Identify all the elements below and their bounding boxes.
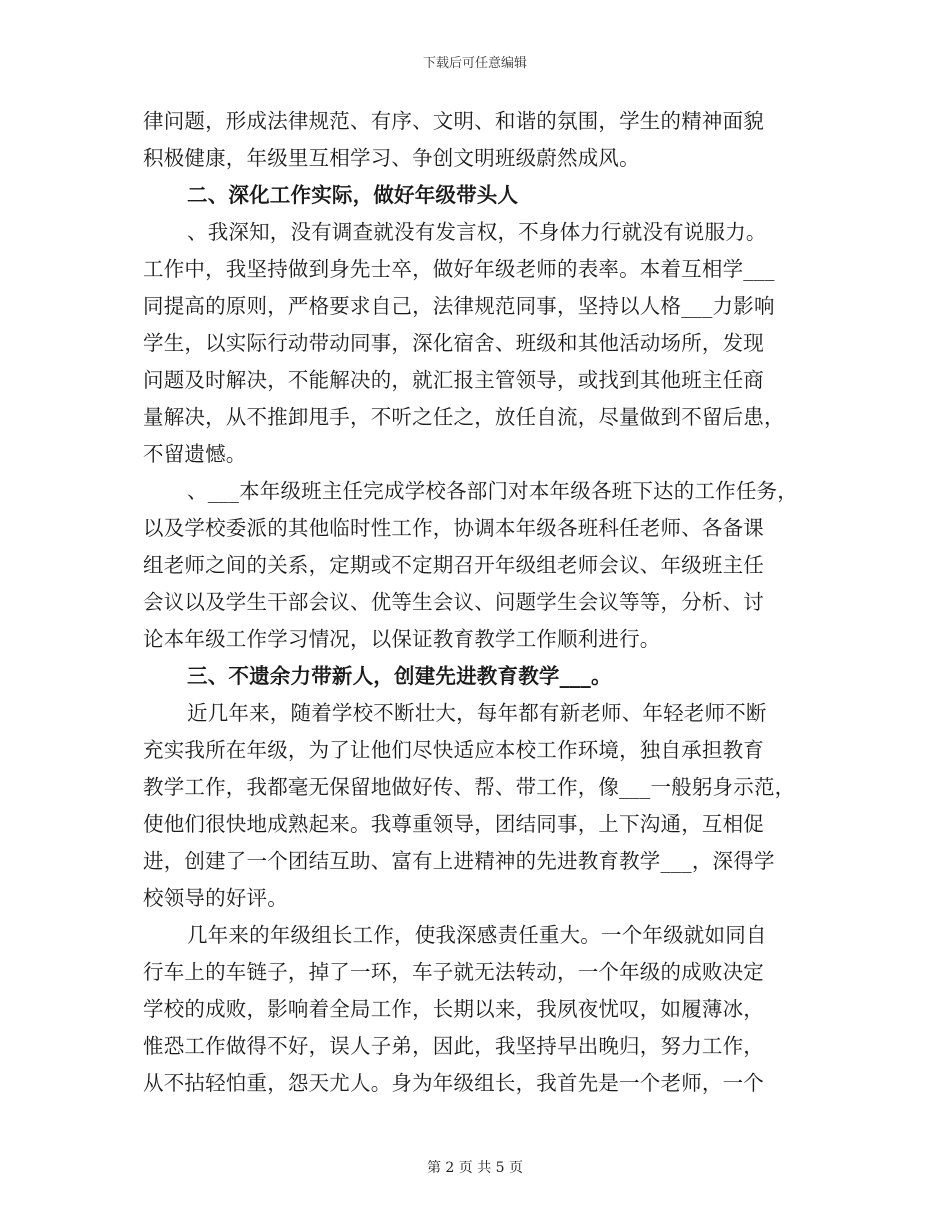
text-line: 惟恐工作做得不好，误人子弟，因此，我坚持早出晚归，努力工作，: [143, 1034, 764, 1058]
text-line: 问题及时解决，不能解决的，就汇报主管领导，或找到其他班主任商: [143, 368, 764, 392]
text-line: 组老师之间的关系，定期或不定期召开年级组老师会议、年级班主任: [143, 553, 764, 577]
text-line: 量解决，从不推卸甩手，不听之任之，放任自流，尽量做到不留后患，: [143, 405, 785, 429]
text-line: 会议以及学生干部会议、优等生会议、问题学生会议等等，分析、讨: [143, 590, 764, 614]
text-line: 工作中，我坚持做到身先士卒，做好年级老师的表率。本着互相学___: [143, 257, 775, 281]
text-line: 论本年级工作学习情况，以保证教育教学工作顺利进行。: [143, 627, 661, 651]
text-line: 不留遗憾。: [143, 442, 247, 466]
text-line: 教学工作，我都毫无保留地做好传、帮、带工作，像___一般躬身示范，: [143, 775, 796, 799]
text-line: 校领导的好评。: [143, 886, 288, 910]
text-line: 、___本年级班主任完成学校各部门对本年级各班下达的工作任务，: [187, 479, 798, 503]
text-line: 使他们很快地成熟起来。我尊重领导，团结同事，上下沟通，互相促: [143, 812, 764, 836]
text-line: 、我深知，没有调查就没有发言权，不身体力行就没有说服力。: [187, 220, 767, 244]
text-line: 行车上的车链子，掉了一环，车子就无法转动，一个年级的成败决定: [143, 960, 764, 984]
text-line: 学生，以实际行动带动同事，深化宿舍、班级和其他活动场所，发现: [143, 331, 764, 355]
text-line: 学校的成败，影响着全局工作，长期以来，我夙夜忧叹，如履薄冰，: [143, 997, 764, 1021]
page-header: 下载后可任意编辑: [422, 56, 527, 71]
text-line: 同提高的原则，严格要求自己，法律规范同事，坚持以人格___力影响: [143, 294, 775, 318]
page-footer: 第 2 页 共 5 页: [426, 1160, 524, 1176]
section-heading: 三、不遗余力带新人，创建先进教育教学___。: [187, 664, 612, 688]
text-line: 积极健康，年级里互相学习、争创文明班级蔚然成风。: [143, 146, 640, 170]
text-line: 从不拈轻怕重，怨天尤人。身为年级组长，我首先是一个老师，一个: [143, 1071, 764, 1095]
text-line: 律问题，形成法律规范、有序、文明、和谐的氛围，学生的精神面貌: [143, 109, 764, 133]
document-body: [143, 103, 823, 1102]
text-line: 以及学校委派的其他临时性工作，协调本年级各班科任老师、各备课: [143, 516, 764, 540]
section-heading: 二、深化工作实际，做好年级带头人: [187, 183, 519, 207]
text-line: 近几年来，随着学校不断壮大，每年都有新老师、年轻老师不断: [187, 701, 767, 725]
text-line: 充实我所在年级，为了让他们尽快适应本校工作环境，独自承担教育: [143, 738, 764, 762]
text-line: 几年来的年级组长工作，使我深感责任重大。一个年级就如同自: [187, 923, 767, 947]
text-line: 进，创建了一个团结互助、富有上进精神的先进教育教学___，深得学: [143, 849, 775, 873]
